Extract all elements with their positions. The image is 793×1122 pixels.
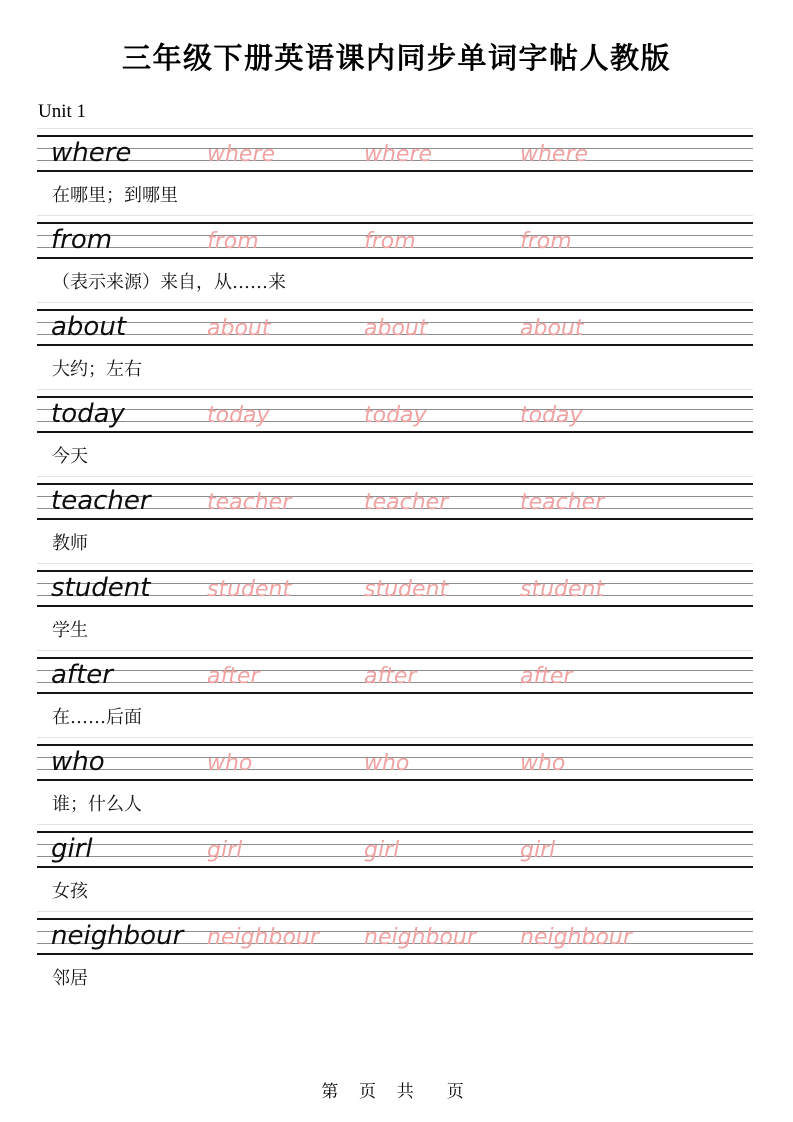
guide-bottom-line: [37, 257, 753, 259]
word-translation: 今天: [52, 446, 88, 467]
trace-word-3: today: [520, 403, 583, 428]
guide-bottom-line: [37, 866, 753, 868]
guide-bottom-line: [37, 953, 753, 955]
guide-top-line: [37, 309, 753, 311]
word-translation: 谁；什么人: [52, 794, 142, 815]
guide-bottom-line: [37, 344, 753, 346]
row-separator-line: [37, 824, 753, 825]
guide-bottom-line: [37, 431, 753, 433]
trace-word-3: who: [520, 751, 566, 776]
guide-bottom-line: [37, 518, 753, 520]
word-row: [37, 650, 753, 737]
four-line-writing-guide: [37, 483, 753, 520]
page-title: 三年级下册英语课内同步单词字帖人教版: [121, 43, 671, 75]
trace-word-1: student: [207, 577, 292, 602]
word-translation: 大约；左右: [52, 359, 142, 380]
practice-word: where: [51, 138, 132, 168]
unit-label: Unit 1: [38, 101, 87, 122]
trace-word-1: who: [207, 751, 253, 776]
word-list: [37, 128, 753, 998]
trace-word-1: where: [207, 142, 276, 167]
guide-top-line: [37, 222, 753, 224]
practice-word: after: [51, 660, 113, 690]
trace-word-3: girl: [520, 838, 556, 863]
guide-top-line: [37, 135, 753, 137]
trace-word-1: today: [207, 403, 270, 428]
guide-top-line: [37, 918, 753, 920]
guide-bottom-line: [37, 692, 753, 694]
trace-word-2: where: [364, 142, 433, 167]
trace-word-2: who: [364, 751, 410, 776]
word-translation: 学生: [52, 620, 88, 641]
word-row: [37, 215, 753, 302]
practice-word: who: [51, 747, 105, 777]
word-row: [37, 128, 753, 215]
trace-word-1: from: [207, 229, 259, 254]
trace-word-3: neighbour: [520, 925, 632, 950]
guide-top-line: [37, 570, 753, 572]
guide-bottom-line: [37, 605, 753, 607]
guide-top-line: [37, 483, 753, 485]
four-line-writing-guide: [37, 309, 753, 346]
practice-word: today: [51, 399, 125, 429]
trace-word-2: after: [364, 664, 417, 689]
guide-top-line: [37, 396, 753, 398]
four-line-writing-guide: [37, 657, 753, 694]
practice-word: teacher: [51, 486, 151, 516]
practice-word: from: [51, 225, 113, 255]
guide-top-line: [37, 744, 753, 746]
word-row: [37, 737, 753, 824]
guide-bottom-line: [37, 170, 753, 172]
practice-word: neighbour: [51, 921, 184, 951]
trace-word-2: today: [364, 403, 427, 428]
trace-word-1: teacher: [207, 490, 292, 515]
trace-word-3: where: [520, 142, 589, 167]
trace-word-1: after: [207, 664, 260, 689]
practice-word: about: [51, 312, 127, 342]
four-line-writing-guide: [37, 570, 753, 607]
row-separator-line: [37, 302, 753, 303]
trace-word-2: girl: [364, 838, 400, 863]
word-translation: 在……后面: [52, 707, 142, 728]
trace-word-1: neighbour: [207, 925, 319, 950]
four-line-writing-guide: [37, 396, 753, 433]
row-separator-line: [37, 737, 753, 738]
page-footer: 第 页 共 页: [321, 1082, 472, 1101]
trace-word-3: after: [520, 664, 573, 689]
row-separator-line: [37, 563, 753, 564]
word-row: [37, 302, 753, 389]
word-translation: 在哪里；到哪里: [52, 185, 178, 206]
trace-word-2: about: [364, 316, 428, 341]
four-line-writing-guide: [37, 135, 753, 172]
trace-word-3: about: [520, 316, 584, 341]
four-line-writing-guide: [37, 222, 753, 259]
row-separator-line: [37, 650, 753, 651]
trace-word-1: girl: [207, 838, 243, 863]
trace-word-1: about: [207, 316, 271, 341]
trace-word-3: student: [520, 577, 605, 602]
trace-word-2: neighbour: [364, 925, 476, 950]
guide-top-line: [37, 831, 753, 833]
row-separator-line: [37, 215, 753, 216]
row-separator-line: [37, 911, 753, 912]
four-line-writing-guide: [37, 744, 753, 781]
row-separator-line: [37, 128, 753, 129]
word-row: [37, 389, 753, 476]
word-row: [37, 476, 753, 563]
row-separator-line: [37, 476, 753, 477]
four-line-writing-guide: [37, 918, 753, 955]
practice-word: girl: [51, 834, 93, 864]
word-translation: 教师: [52, 533, 88, 554]
word-row: [37, 824, 753, 911]
trace-word-3: teacher: [520, 490, 605, 515]
word-translation: （表示来源）来自，从……来: [52, 272, 286, 293]
word-translation: 邻居: [52, 968, 88, 989]
word-row: [37, 563, 753, 650]
row-separator-line: [37, 389, 753, 390]
guide-bottom-line: [37, 779, 753, 781]
practice-word: student: [51, 573, 151, 603]
trace-word-3: from: [520, 229, 572, 254]
trace-word-2: teacher: [364, 490, 449, 515]
trace-word-2: from: [364, 229, 416, 254]
word-translation: 女孩: [52, 881, 88, 902]
trace-word-2: student: [364, 577, 449, 602]
guide-top-line: [37, 657, 753, 659]
word-row: [37, 911, 753, 998]
four-line-writing-guide: [37, 831, 753, 868]
